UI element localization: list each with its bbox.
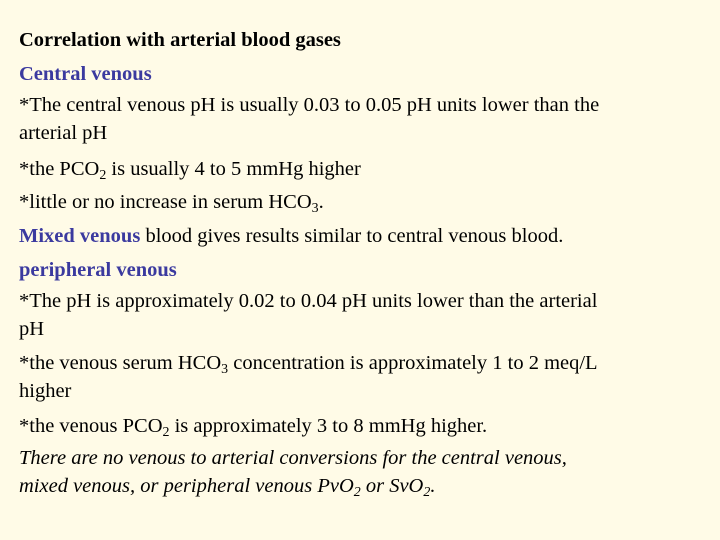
central-pco2-pre: *the PCO: [19, 157, 100, 180]
mixed-venous-point: [19, 220, 709, 254]
central-hco3-pre: *little or no increase in serum HCO: [19, 191, 312, 214]
peripheral-hco3-pre: *the venous serum HCO: [19, 351, 222, 374]
central-hco3-point: [19, 186, 709, 220]
peripheral-hco3-post: concentration is approximately 1 to 2 meq/L: [228, 351, 598, 374]
peripheral-ph-point: [19, 287, 709, 343]
central-ph-line-2: arterial pH: [19, 122, 108, 145]
central-venous-heading: Central venous: [19, 62, 152, 85]
slide-content: [19, 24, 709, 506]
central-pco2-point: [19, 153, 709, 187]
conversion-note-line-2: [19, 472, 709, 500]
mixed-venous-text: blood gives results similar to central venous blood.: [140, 224, 564, 247]
conversion-note-mid: or SvO: [360, 474, 424, 497]
conversion-note-sub-2: 2: [423, 484, 431, 500]
mixed-venous-label: Mixed venous: [19, 224, 141, 247]
peripheral-pco2-sub: 2: [162, 425, 170, 441]
peripheral-hco3-point: [19, 349, 709, 405]
central-pco2-post: is usually 4 to 5 mmHg higher: [106, 157, 361, 180]
central-pco2-sub: 2: [99, 167, 107, 183]
central-hco3-sub: 3: [311, 201, 319, 217]
peripheral-hco3-sub: 3: [221, 361, 229, 377]
conversion-note-post: .: [430, 474, 436, 497]
peripheral-pco2-point: [19, 410, 709, 444]
central-ph-point: [19, 91, 709, 147]
peripheral-pco2-post: is approximately 3 to 8 mmHg higher.: [169, 415, 488, 438]
conversion-note-line-1: There are no venous to arterial conversions for the central venous,: [19, 446, 567, 469]
central-ph-line-1: *The central venous pH is usually 0.03 to 0.05 pH units lower than the: [19, 94, 600, 117]
central-hco3-post: .: [318, 191, 324, 214]
slide-title: Correlation with arterial blood gases: [19, 29, 341, 51]
peripheral-ph-line-2: pH: [19, 318, 45, 341]
peripheral-pco2-pre: *the venous PCO: [19, 415, 163, 438]
conversion-note-sub-1: 2: [353, 484, 361, 500]
conversion-note-pre: mixed venous, or peripheral venous PvO: [19, 474, 354, 497]
peripheral-hco3-line-2: higher: [19, 379, 72, 402]
peripheral-ph-line-1: *The pH is approximately 0.02 to 0.04 pH units lower than the arterial: [19, 290, 598, 313]
peripheral-hco3-line-1: [19, 349, 709, 377]
conversion-note: [19, 444, 709, 500]
peripheral-venous-heading: peripheral venous: [19, 258, 177, 281]
